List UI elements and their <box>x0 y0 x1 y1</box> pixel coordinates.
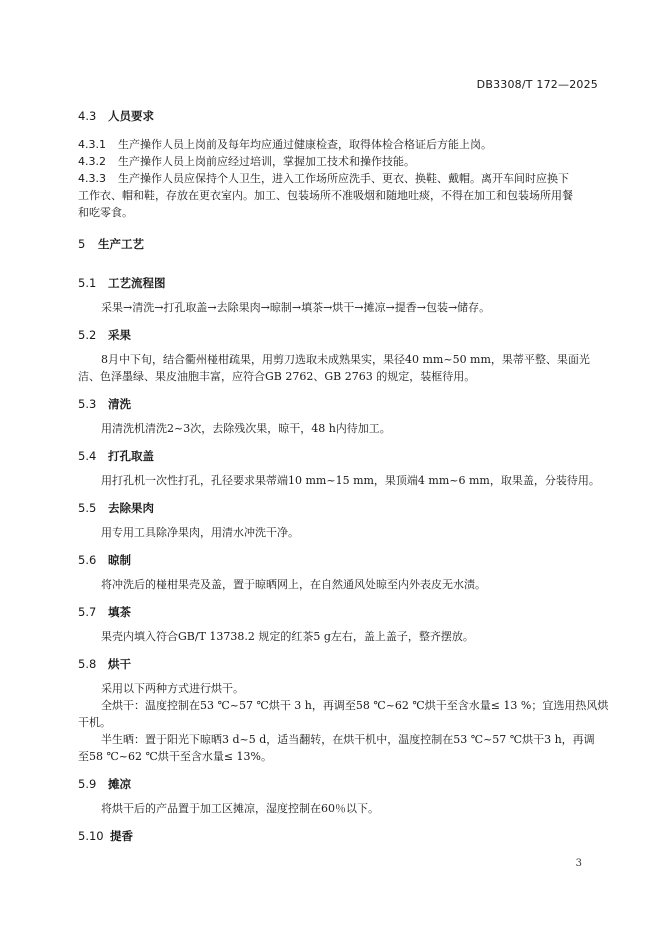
section-title: 填茶 <box>108 605 131 619</box>
paragraph-line: 洁、色泽墨绿、果皮油胞丰富，应符合GB 2762、GB 2763 的规定，装框待用。 <box>78 370 476 383</box>
section-title: 晾制 <box>108 553 131 567</box>
paragraph-line: 将冲洗后的椪柑果壳及盖，置于晾晒网上，在自然通风处晾至内外表皮无水渍。 <box>101 578 486 591</box>
section-title: 提香 <box>110 829 133 843</box>
section-number: 5.6 <box>78 553 97 567</box>
clause-number: 4.3.1 <box>78 138 106 151</box>
section-5-2-heading <box>78 327 131 343</box>
section-number: 5.1 <box>78 276 97 290</box>
section-5-6-heading <box>78 552 131 568</box>
section-number: 5.8 <box>78 657 97 671</box>
clause-4-3-1 <box>78 136 492 152</box>
section-number: 5.4 <box>78 449 97 463</box>
clause-text: 生产操作人员上岗前应经过培训，掌握加工技术和操作技能。 <box>118 155 415 168</box>
section-5-7-heading <box>78 604 131 620</box>
section-number: 5.5 <box>78 501 97 515</box>
page-number: 3 <box>575 858 582 869</box>
paragraph-line: 干机。 <box>78 716 111 729</box>
section-number: 5.2 <box>78 328 97 342</box>
chapter-title: 生产工艺 <box>98 237 144 251</box>
section-title: 人员要求 <box>108 109 154 123</box>
paragraph-line: 果壳内填入符合GB/T 13738.2 规定的红茶5 g左右，盖上盖子，整齐摆放。 <box>101 630 474 643</box>
section-5-1-heading <box>78 275 166 291</box>
paragraph-line: 半生晒：置于阳光下晾晒3 d~5 d，适当翻转，在烘干机中，温度控制在53 ℃~57 ℃烘干3 h，再调 <box>101 733 595 746</box>
section-5-4-heading <box>78 448 154 464</box>
clause-text: 生产操作人员应保持个人卫生，进入工作场所应洗手、更衣、换鞋、戴帽。离开车间时应换下 <box>118 172 569 185</box>
section-4-3-heading <box>78 108 154 124</box>
clause-text: 生产操作人员上岗前及每年均应通过健康检查，取得体检合格证后方能上岗。 <box>118 138 492 151</box>
clause-number: 4.3.2 <box>78 155 106 168</box>
section-5-5-heading <box>78 500 154 516</box>
paragraph-line: 用清洗机清洗2~3次，去除残次果，晾干，48 h内待加工。 <box>101 422 391 435</box>
section-title: 工艺流程图 <box>108 276 166 290</box>
clause-4-3-2 <box>78 153 415 169</box>
section-title: 采果 <box>108 328 131 342</box>
chapter-5-heading <box>78 236 144 252</box>
section-title: 打孔取盖 <box>108 449 154 463</box>
clause-number: 4.3.3 <box>78 172 106 185</box>
section-5-10-heading <box>78 828 133 844</box>
process-flow-text: 采果→清洗→打孔取盖→去除果肉→晾制→填茶→烘干→摊凉→提香→包装→储存。 <box>101 301 491 314</box>
paragraph-line: 将烘干后的产品置于加工区摊凉，湿度控制在60％以下。 <box>101 802 379 815</box>
paragraph-line: 用打孔机一次性打孔，孔径要求果蒂端10 mm~15 mm，果顶端4 mm~6 mm，取果盖，分装待用。 <box>101 474 600 487</box>
section-number: 5.9 <box>78 777 97 791</box>
section-title: 清洗 <box>108 397 131 411</box>
section-5-3-heading <box>78 396 131 412</box>
paragraph-line: 用专用工具除净果肉，用清水冲洗干净。 <box>101 526 299 539</box>
section-title: 去除果肉 <box>108 501 154 515</box>
section-number: 5.3 <box>78 397 97 411</box>
section-number: 5.10 <box>78 829 104 843</box>
clause-text-line: 工作衣、帽和鞋，存放在更衣室内。加工、包装场所不准吸烟和随地吐痰，不得在加工和包装场所用餐 <box>78 189 573 202</box>
paragraph-line: 采用以下两种方式进行烘干。 <box>101 682 244 695</box>
section-5-8-heading <box>78 656 131 672</box>
paragraph-line: 至58 ℃~62 ℃烘干至含水量≤ 13%。 <box>78 750 272 763</box>
section-5-9-heading <box>78 776 131 792</box>
paragraph-line: 全烘干：温度控制在53 ℃~57 ℃烘干 3 h，再调至58 ℃~62 ℃烘干至含水量≤ 13 %；宜选用热风烘 <box>101 699 609 712</box>
section-title: 烘干 <box>108 657 131 671</box>
document-code: DB3308/T 172—2025 <box>476 78 598 91</box>
section-title: 摊凉 <box>108 777 131 791</box>
clause-text-line: 和吃零食。 <box>78 206 133 219</box>
clause-4-3-3 <box>78 170 569 186</box>
paragraph-line: 8月中下旬，结合衢州椪柑疏果，用剪刀选取未成熟果实，果径40 mm~50 mm，果蒂平整、果面光 <box>101 353 590 366</box>
chapter-number: 5 <box>78 237 86 251</box>
section-number: 4.3 <box>78 109 97 123</box>
section-number: 5.7 <box>78 605 97 619</box>
